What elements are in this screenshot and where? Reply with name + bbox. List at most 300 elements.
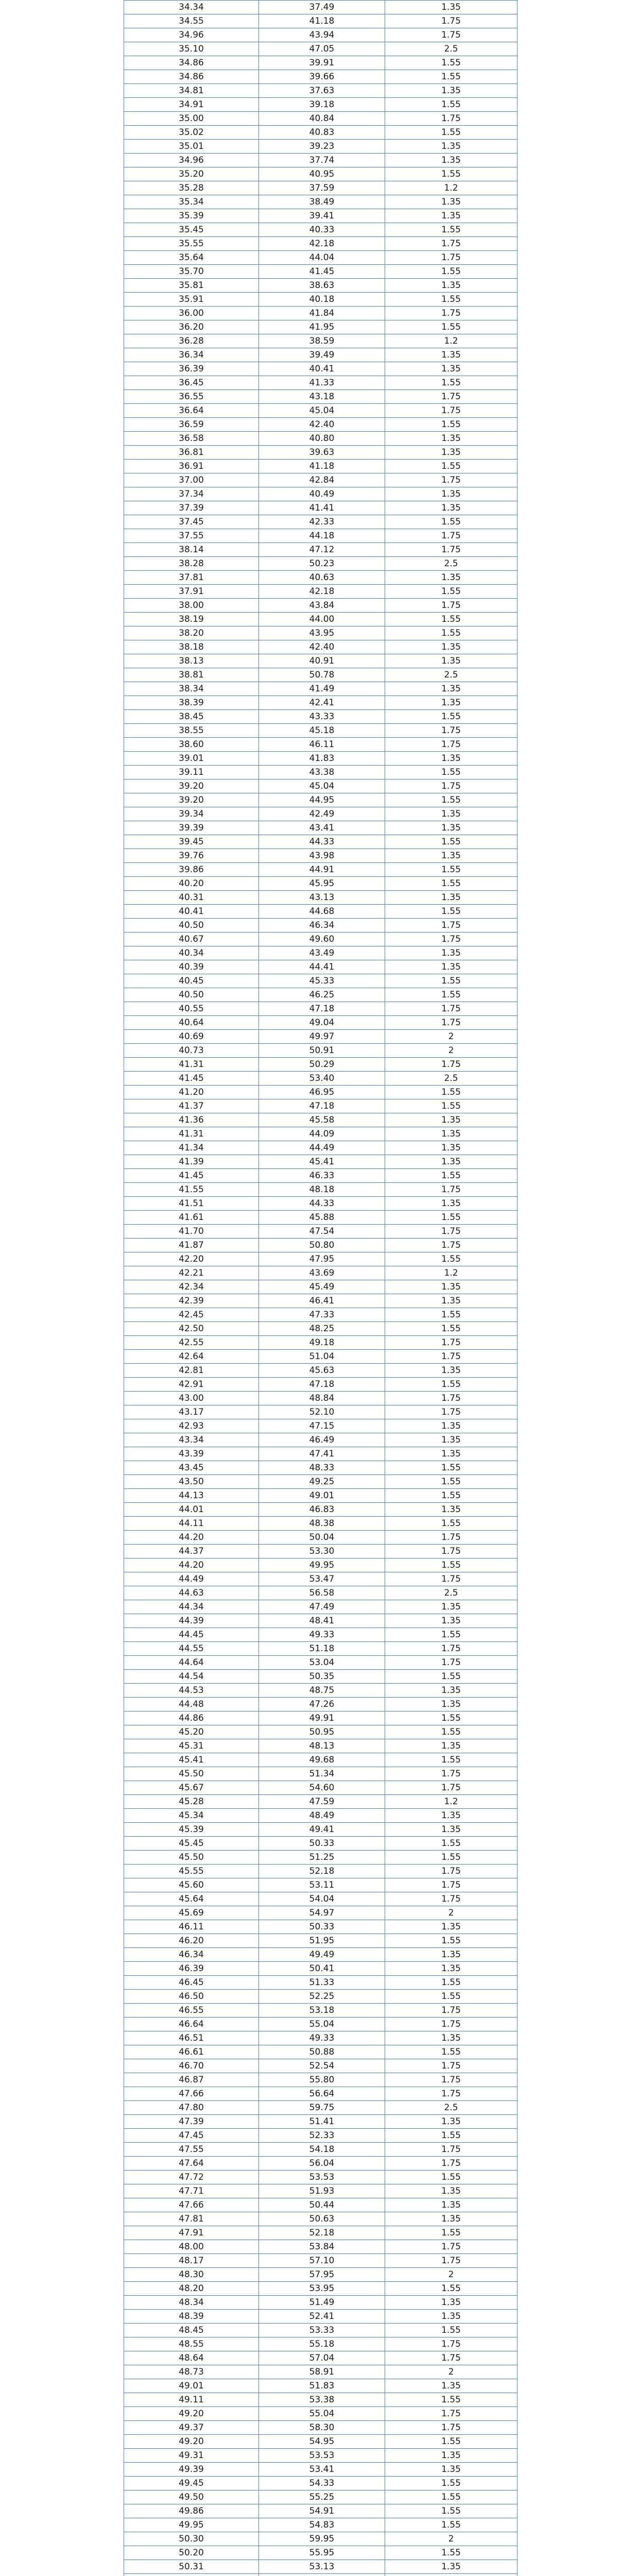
table-cell-col-1: 41.37 xyxy=(124,1099,259,1113)
table-cell-col-1: 38.81 xyxy=(124,668,259,682)
table-cell-col-3: 1.35 xyxy=(385,1600,517,1614)
table-cell-col-3: 1.55 xyxy=(385,56,517,70)
table-cell-col-3: 1.75 xyxy=(385,2240,517,2254)
table-cell-col-2: 42.49 xyxy=(259,807,385,821)
table-cell-col-1: 43.50 xyxy=(124,1475,259,1489)
table-cell-col-3: 1.55 xyxy=(385,2226,517,2240)
table-cell-col-1: 38.28 xyxy=(124,557,259,571)
table-cell-col-1: 36.34 xyxy=(124,348,259,362)
table-cell-col-2: 53.53 xyxy=(259,2171,385,2184)
table-cell-col-2: 46.34 xyxy=(259,919,385,933)
table-row xyxy=(124,2560,517,2574)
table-row xyxy=(124,1906,517,1920)
table-cell-col-3: 1.55 xyxy=(385,1211,517,1225)
table-row xyxy=(124,1155,517,1169)
table-cell-col-1: 46.45 xyxy=(124,1976,259,1990)
table-cell-col-2: 51.33 xyxy=(259,1976,385,1990)
table-cell-col-1: 49.95 xyxy=(124,2518,259,2532)
table-cell-col-1: 46.50 xyxy=(124,1990,259,2004)
table-row xyxy=(124,599,517,613)
table-row xyxy=(124,557,517,571)
table-cell-col-1: 45.31 xyxy=(124,1739,259,1753)
table-cell-col-2: 40.80 xyxy=(259,432,385,446)
table-cell-col-3: 1.35 xyxy=(385,2463,517,2477)
table-cell-col-1: 36.59 xyxy=(124,418,259,432)
table-cell-col-3: 1.35 xyxy=(385,1294,517,1308)
table-row xyxy=(124,2129,517,2143)
table-cell-col-3: 1.35 xyxy=(385,2296,517,2310)
table-cell-col-1: 38.20 xyxy=(124,626,259,640)
table-cell-col-3: 1.55 xyxy=(385,1099,517,1113)
table-cell-col-1: 46.39 xyxy=(124,1962,259,1976)
table-cell-col-2: 45.88 xyxy=(259,1211,385,1225)
table-cell-col-1: 48.45 xyxy=(124,2324,259,2337)
table-cell-col-1: 43.34 xyxy=(124,1433,259,1447)
table-row xyxy=(124,1503,517,1517)
table-cell-col-2: 51.18 xyxy=(259,1642,385,1656)
table-row xyxy=(124,1851,517,1865)
table-cell-col-2: 50.33 xyxy=(259,1837,385,1851)
table-cell-col-3: 1.35 xyxy=(385,1503,517,1517)
table-cell-col-1: 36.81 xyxy=(124,446,259,460)
table-cell-col-1: 37.39 xyxy=(124,501,259,515)
table-cell-col-1: 49.86 xyxy=(124,2504,259,2518)
table-row xyxy=(124,154,517,167)
table-row xyxy=(124,1628,517,1642)
table-cell-col-3: 1.35 xyxy=(385,279,517,293)
table-row xyxy=(124,1127,517,1141)
table-row xyxy=(124,334,517,348)
table-cell-col-2: 51.93 xyxy=(259,2184,385,2198)
table-cell-col-1: 41.36 xyxy=(124,1113,259,1127)
table-cell-col-1: 42.45 xyxy=(124,1308,259,1322)
table-row xyxy=(124,84,517,98)
table-cell-col-2: 56.04 xyxy=(259,2157,385,2171)
table-cell-col-1: 36.20 xyxy=(124,320,259,334)
table-cell-col-3: 1.75 xyxy=(385,307,517,320)
table-cell-col-1: 41.45 xyxy=(124,1169,259,1183)
table-cell-col-3: 1.2 xyxy=(385,334,517,348)
table-cell-col-2: 50.41 xyxy=(259,1962,385,1976)
table-cell-col-1: 42.91 xyxy=(124,1378,259,1392)
table-cell-col-2: 47.49 xyxy=(259,1600,385,1614)
table-cell-col-3: 1.35 xyxy=(385,849,517,863)
table-cell-col-2: 38.49 xyxy=(259,195,385,209)
table-cell-col-3: 1.55 xyxy=(385,1322,517,1336)
table-row xyxy=(124,2351,517,2365)
table-cell-col-3: 1.75 xyxy=(385,2143,517,2157)
table-cell-col-1: 41.34 xyxy=(124,1141,259,1155)
table-cell-col-3: 1.2 xyxy=(385,1795,517,1809)
table-cell-col-3: 1.55 xyxy=(385,1670,517,1684)
table-cell-col-1: 39.86 xyxy=(124,863,259,877)
table-cell-col-3: 1.75 xyxy=(385,390,517,404)
table-cell-col-1: 43.45 xyxy=(124,1461,259,1475)
table-cell-col-2: 55.95 xyxy=(259,2546,385,2560)
table-cell-col-2: 56.58 xyxy=(259,1586,385,1600)
table-cell-col-1: 42.93 xyxy=(124,1419,259,1433)
table-row xyxy=(124,501,517,515)
table-cell-col-1: 34.86 xyxy=(124,70,259,84)
table-cell-col-2: 57.04 xyxy=(259,2351,385,2365)
table-cell-col-1: 40.20 xyxy=(124,877,259,891)
table-cell-col-1: 35.91 xyxy=(124,293,259,307)
table-cell-col-1: 40.55 xyxy=(124,1002,259,1016)
table-cell-col-2: 50.35 xyxy=(259,1670,385,1684)
table-cell-col-2: 58.30 xyxy=(259,2421,385,2435)
table-cell-col-1: 45.50 xyxy=(124,1767,259,1781)
table-row xyxy=(124,2184,517,2198)
table-cell-col-1: 47.45 xyxy=(124,2129,259,2143)
table-cell-col-3: 1.55 xyxy=(385,1378,517,1392)
table-cell-col-1: 46.55 xyxy=(124,2004,259,2018)
table-row xyxy=(124,1600,517,1614)
table-row xyxy=(124,974,517,988)
table-cell-col-2: 44.95 xyxy=(259,793,385,807)
table-row xyxy=(124,98,517,112)
table-cell-col-1: 45.41 xyxy=(124,1753,259,1767)
table-cell-col-3: 2.5 xyxy=(385,2101,517,2115)
table-cell-col-3: 1.75 xyxy=(385,1336,517,1350)
table-cell-col-2: 49.33 xyxy=(259,1628,385,1642)
table-cell-col-3: 1.75 xyxy=(385,2351,517,2365)
table-cell-col-2: 49.68 xyxy=(259,1753,385,1767)
table-cell-col-2: 54.33 xyxy=(259,2477,385,2490)
table-cell-col-2: 51.25 xyxy=(259,1851,385,1865)
table-cell-col-2: 46.11 xyxy=(259,738,385,752)
table-cell-col-1: 37.55 xyxy=(124,529,259,543)
table-cell-col-3: 1.35 xyxy=(385,2560,517,2574)
table-row xyxy=(124,279,517,293)
table-cell-col-3: 1.75 xyxy=(385,1531,517,1545)
table-cell-col-1: 44.54 xyxy=(124,1670,259,1684)
table-cell-col-1: 40.64 xyxy=(124,1016,259,1030)
table-row xyxy=(124,1405,517,1419)
table-cell-col-3: 1.75 xyxy=(385,1002,517,1016)
table-cell-col-2: 50.23 xyxy=(259,557,385,571)
table-cell-col-1: 35.28 xyxy=(124,181,259,195)
table-row xyxy=(124,779,517,793)
table-row xyxy=(124,223,517,237)
table-cell-col-3: 1.55 xyxy=(385,1558,517,1572)
table-cell-col-2: 39.23 xyxy=(259,140,385,154)
table-row xyxy=(124,2435,517,2449)
table-cell-col-1: 35.20 xyxy=(124,167,259,181)
table-cell-col-2: 55.80 xyxy=(259,2073,385,2087)
table-cell-col-1: 47.80 xyxy=(124,2101,259,2115)
table-cell-col-3: 1.35 xyxy=(385,348,517,362)
table-cell-col-1: 39.20 xyxy=(124,779,259,793)
table-cell-col-1: 35.70 xyxy=(124,265,259,279)
table-cell-col-2: 47.12 xyxy=(259,543,385,557)
table-cell-col-2: 48.41 xyxy=(259,1614,385,1628)
table-cell-col-3: 2 xyxy=(385,2268,517,2282)
table-row xyxy=(124,1252,517,1266)
table-row xyxy=(124,2031,517,2045)
table-cell-col-1: 42.64 xyxy=(124,1350,259,1364)
table-cell-col-2: 52.33 xyxy=(259,2129,385,2143)
table-row xyxy=(124,1433,517,1447)
table-cell-col-3: 1.75 xyxy=(385,2018,517,2031)
table-cell-col-1: 47.72 xyxy=(124,2171,259,2184)
table-cell-col-3: 1.35 xyxy=(385,1155,517,1169)
table-cell-col-1: 39.01 xyxy=(124,752,259,766)
table-cell-col-1: 40.45 xyxy=(124,974,259,988)
table-cell-col-3: 1.35 xyxy=(385,946,517,960)
table-cell-col-3: 1.35 xyxy=(385,2449,517,2463)
table-cell-col-2: 49.33 xyxy=(259,2031,385,2045)
table-cell-col-2: 47.95 xyxy=(259,1252,385,1266)
table-cell-col-1: 42.21 xyxy=(124,1266,259,1280)
table-cell-col-2: 51.83 xyxy=(259,2379,385,2393)
table-cell-col-3: 1.75 xyxy=(385,1350,517,1364)
table-cell-col-3: 1.35 xyxy=(385,1280,517,1294)
table-row xyxy=(124,1698,517,1711)
table-cell-col-1: 44.20 xyxy=(124,1558,259,1572)
table-row xyxy=(124,1364,517,1378)
table-row xyxy=(124,766,517,779)
table-cell-col-1: 50.31 xyxy=(124,2560,259,2574)
table-cell-col-2: 40.84 xyxy=(259,112,385,126)
table-cell-col-2: 51.95 xyxy=(259,1934,385,1948)
table-cell-col-1: 44.48 xyxy=(124,1698,259,1711)
table-cell-col-3: 1.55 xyxy=(385,1976,517,1990)
table-cell-col-1: 35.39 xyxy=(124,209,259,223)
table-cell-col-3: 1.35 xyxy=(385,140,517,154)
table-cell-col-1: 36.64 xyxy=(124,404,259,418)
table-row xyxy=(124,960,517,974)
table-cell-col-1: 41.31 xyxy=(124,1127,259,1141)
table-cell-col-1: 48.00 xyxy=(124,2240,259,2254)
table-cell-col-2: 49.60 xyxy=(259,933,385,946)
table-row xyxy=(124,849,517,863)
table-cell-col-1: 39.20 xyxy=(124,793,259,807)
table-cell-col-1: 41.70 xyxy=(124,1225,259,1239)
table-cell-col-1: 44.49 xyxy=(124,1572,259,1586)
table-cell-col-1: 40.50 xyxy=(124,988,259,1002)
table-row xyxy=(124,1072,517,1086)
table-cell-col-1: 38.45 xyxy=(124,710,259,724)
table-row xyxy=(124,1016,517,1030)
table-row xyxy=(124,891,517,905)
table-cell-col-2: 49.41 xyxy=(259,1823,385,1837)
table-cell-col-2: 47.18 xyxy=(259,1002,385,1016)
table-cell-col-3: 1.55 xyxy=(385,2490,517,2504)
table-row xyxy=(124,1948,517,1962)
table-cell-col-1: 50.20 xyxy=(124,2546,259,2560)
table-row xyxy=(124,2504,517,2518)
table-cell-col-3: 1.75 xyxy=(385,1183,517,1197)
table-cell-col-2: 49.97 xyxy=(259,1030,385,1044)
table-cell-col-2: 50.88 xyxy=(259,2045,385,2059)
table-row xyxy=(124,1531,517,1545)
table-cell-col-1: 40.50 xyxy=(124,919,259,933)
table-cell-col-3: 1.55 xyxy=(385,905,517,919)
table-cell-col-3: 1.35 xyxy=(385,682,517,696)
table-cell-col-3: 1.55 xyxy=(385,585,517,599)
table-cell-col-1: 44.86 xyxy=(124,1711,259,1725)
table-row xyxy=(124,2477,517,2490)
table-cell-col-3: 1.55 xyxy=(385,1990,517,2004)
table-cell-col-3: 1.55 xyxy=(385,835,517,849)
table-cell-col-3: 1.35 xyxy=(385,1197,517,1211)
table-cell-col-3: 1.55 xyxy=(385,2045,517,2059)
table-row xyxy=(124,362,517,376)
table-cell-col-3: 1.55 xyxy=(385,2129,517,2143)
table-row xyxy=(124,905,517,919)
table-row xyxy=(124,821,517,835)
table-cell-col-1: 44.11 xyxy=(124,1517,259,1531)
table-row xyxy=(124,682,517,696)
table-cell-col-3: 1.35 xyxy=(385,501,517,515)
table-cell-col-3: 1.55 xyxy=(385,98,517,112)
table-cell-col-1: 45.34 xyxy=(124,1809,259,1823)
table-cell-col-2: 41.49 xyxy=(259,682,385,696)
table-cell-col-3: 1.35 xyxy=(385,2379,517,2393)
table-cell-col-1: 45.60 xyxy=(124,1878,259,1892)
table-row xyxy=(124,56,517,70)
table-cell-col-3: 1.55 xyxy=(385,766,517,779)
table-row xyxy=(124,1517,517,1531)
table-row xyxy=(124,696,517,710)
table-cell-col-1: 41.55 xyxy=(124,1183,259,1197)
table-cell-col-2: 55.04 xyxy=(259,2407,385,2421)
table-cell-col-1: 40.34 xyxy=(124,946,259,960)
table-cell-col-1: 36.55 xyxy=(124,390,259,404)
table-cell-col-3: 1.75 xyxy=(385,2421,517,2435)
table-cell-col-3: 1.35 xyxy=(385,432,517,446)
table-cell-col-2: 43.13 xyxy=(259,891,385,905)
table-cell-col-2: 52.18 xyxy=(259,2226,385,2240)
table-row xyxy=(124,1489,517,1503)
table-cell-col-3: 1.35 xyxy=(385,571,517,585)
table-cell-col-3: 1.55 xyxy=(385,974,517,988)
table-row xyxy=(124,863,517,877)
table-cell-col-2: 44.49 xyxy=(259,1141,385,1155)
table-cell-col-2: 40.33 xyxy=(259,223,385,237)
table-cell-col-2: 54.18 xyxy=(259,2143,385,2157)
table-cell-col-2: 43.49 xyxy=(259,946,385,960)
table-row xyxy=(124,668,517,682)
table-cell-col-3: 1.35 xyxy=(385,1809,517,1823)
table-row xyxy=(124,1336,517,1350)
table-cell-col-2: 45.63 xyxy=(259,1364,385,1378)
table-cell-col-3: 1.75 xyxy=(385,2004,517,2018)
table-cell-col-3: 1.55 xyxy=(385,265,517,279)
table-cell-col-1: 40.73 xyxy=(124,1044,259,1058)
table-row xyxy=(124,320,517,334)
table-cell-col-3: 1.35 xyxy=(385,752,517,766)
table-cell-col-1: 49.20 xyxy=(124,2435,259,2449)
table-cell-col-2: 55.18 xyxy=(259,2337,385,2351)
table-cell-col-2: 49.25 xyxy=(259,1475,385,1489)
table-cell-col-1: 46.51 xyxy=(124,2031,259,2045)
table-cell-col-2: 37.49 xyxy=(259,1,385,14)
table-cell-col-1: 38.14 xyxy=(124,543,259,557)
table-cell-col-2: 43.84 xyxy=(259,599,385,613)
table-cell-col-1: 40.41 xyxy=(124,905,259,919)
table-cell-col-2: 47.59 xyxy=(259,1795,385,1809)
table-cell-col-1: 38.19 xyxy=(124,613,259,626)
table-cell-col-1: 47.66 xyxy=(124,2087,259,2101)
table-cell-col-1: 41.31 xyxy=(124,1058,259,1072)
table-cell-col-1: 44.53 xyxy=(124,1684,259,1698)
table-row xyxy=(124,42,517,56)
table-cell-col-3: 1.35 xyxy=(385,1,517,14)
table-cell-col-3: 1.75 xyxy=(385,1865,517,1878)
table-cell-col-2: 49.49 xyxy=(259,1948,385,1962)
table-cell-col-3: 1.35 xyxy=(385,2310,517,2324)
table-cell-col-2: 41.18 xyxy=(259,460,385,473)
table-cell-col-1: 41.39 xyxy=(124,1155,259,1169)
table-row xyxy=(124,933,517,946)
table-cell-col-1: 35.01 xyxy=(124,140,259,154)
table-cell-col-3: 1.75 xyxy=(385,404,517,418)
table-cell-col-1: 42.50 xyxy=(124,1322,259,1336)
table-cell-col-3: 1.55 xyxy=(385,613,517,626)
table-cell-col-1: 45.28 xyxy=(124,1795,259,1809)
table-row xyxy=(124,1239,517,1252)
table-row xyxy=(124,1586,517,1600)
table-row xyxy=(124,1878,517,1892)
table-cell-col-3: 1.2 xyxy=(385,1266,517,1280)
table-cell-col-2: 43.38 xyxy=(259,766,385,779)
table-cell-col-3: 1.75 xyxy=(385,2254,517,2268)
table-cell-col-3: 1.75 xyxy=(385,251,517,265)
table-cell-col-3: 1.35 xyxy=(385,209,517,223)
table-cell-col-3: 1.35 xyxy=(385,1823,517,1837)
table-row xyxy=(124,1475,517,1489)
table-cell-col-2: 49.18 xyxy=(259,1336,385,1350)
table-cell-col-3: 1.55 xyxy=(385,376,517,390)
table-row xyxy=(124,988,517,1002)
table-cell-col-1: 34.96 xyxy=(124,154,259,167)
table-cell-col-1: 40.31 xyxy=(124,891,259,905)
table-cell-col-1: 49.37 xyxy=(124,2421,259,2435)
table-cell-col-2: 48.13 xyxy=(259,1739,385,1753)
table-cell-col-1: 46.34 xyxy=(124,1948,259,1962)
table-row xyxy=(124,14,517,28)
table-cell-col-2: 44.33 xyxy=(259,1197,385,1211)
table-cell-col-1: 38.60 xyxy=(124,738,259,752)
table-cell-col-1: 43.39 xyxy=(124,1447,259,1461)
table-cell-col-2: 50.04 xyxy=(259,1531,385,1545)
table-cell-col-2: 55.04 xyxy=(259,2018,385,2031)
table-row xyxy=(124,1614,517,1628)
table-row xyxy=(124,1461,517,1475)
table-cell-col-2: 41.33 xyxy=(259,376,385,390)
table-cell-col-3: 1.75 xyxy=(385,2073,517,2087)
table-cell-col-2: 41.83 xyxy=(259,752,385,766)
table-cell-col-2 xyxy=(259,2574,385,2576)
table-cell-col-2: 45.04 xyxy=(259,779,385,793)
table-cell-col-2: 53.33 xyxy=(259,2324,385,2337)
table-cell-col-1: 37.34 xyxy=(124,487,259,501)
table-row xyxy=(124,2045,517,2059)
table-row xyxy=(124,2212,517,2226)
table-cell-col-1: 44.63 xyxy=(124,1586,259,1600)
table-cell-col-3: 1.55 xyxy=(385,2393,517,2407)
table-cell-col-1: 34.34 xyxy=(124,1,259,14)
table-cell-col-2: 42.33 xyxy=(259,515,385,529)
table-row xyxy=(124,1086,517,1099)
table-row xyxy=(124,1920,517,1934)
table-row xyxy=(124,181,517,195)
table-cell-col-2: 47.18 xyxy=(259,1378,385,1392)
table-cell-col-1: 35.55 xyxy=(124,237,259,251)
table-cell-col-1: 34.86 xyxy=(124,56,259,70)
table-cell-col-1: 47.81 xyxy=(124,2212,259,2226)
